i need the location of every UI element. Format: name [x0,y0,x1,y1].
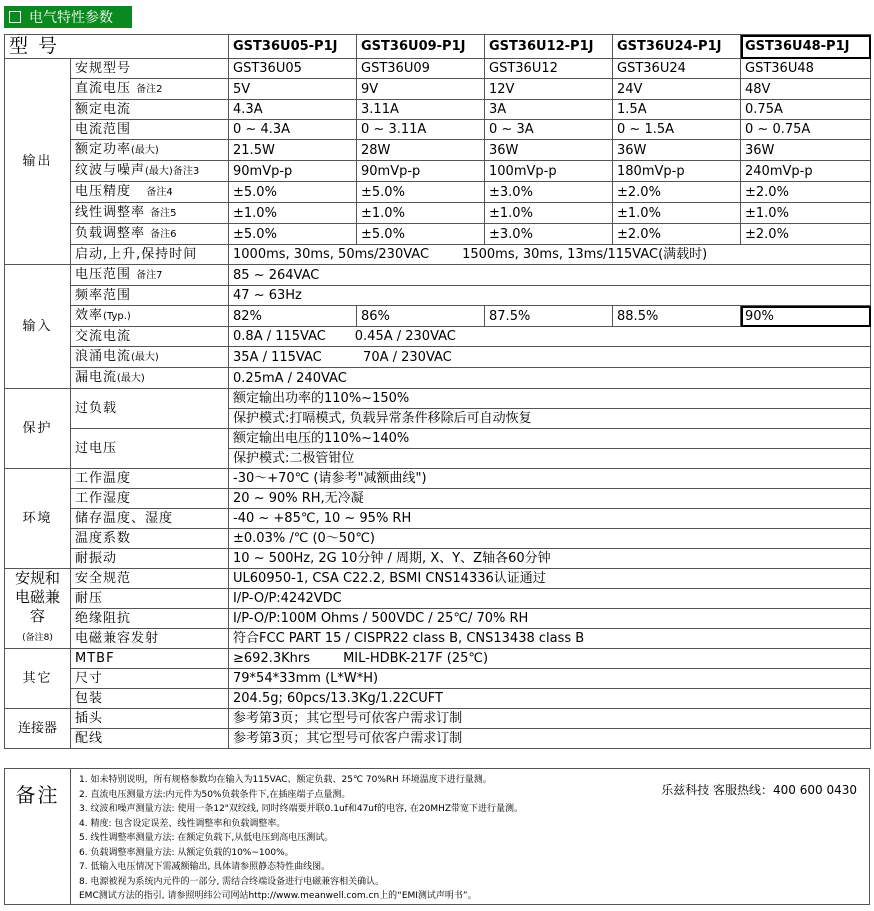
row-isolation [5,609,871,629]
value-cell: 100mVp-p [485,161,613,182]
value-cell: 21.5W [229,140,357,161]
value-cell: GST36U48 [741,59,871,79]
model-col-3: GST36U12-P1J [485,35,613,59]
group-output: 输出 [5,59,71,265]
model-col-2: GST36U09-P1J [357,35,485,59]
section-title-bar [4,6,132,28]
label-cable: 配线 [71,729,229,749]
value-ac-current: 0.8A / 115VAC 0.45A / 230VAC [229,327,871,347]
value-cell: ±2.0% [741,224,871,245]
label-line-regulation: 线性调整率 备注5 [71,203,229,224]
row-mtbf [5,649,871,669]
row-ac-current [5,327,871,347]
section-title: 电气特性参数 [29,10,113,26]
row-inrush [5,347,871,368]
row-frequency [5,286,871,306]
checkbox-square-icon [9,11,21,23]
value-cell: 240mVp-p [741,161,871,182]
value-cell: ±2.0% [613,224,741,245]
label-packing: 包装 [71,689,229,709]
value-cell: ±5.0% [357,224,485,245]
value-cell: 48V [741,79,871,100]
group-input: 输入 [5,265,71,389]
value-dimension: 79*54*33mm (L*W*H) [229,669,871,689]
value-setup-time: 1000ms, 30ms, 50ms/230VAC 1500ms, 30ms, 13ms/115VAC(满载时) [229,245,871,265]
row-rated-current [5,100,871,120]
value-cell: 3.11A [357,100,485,120]
label-overload: 过负载 [71,389,229,429]
value-withstand: I/P-O/P:4242VDC [229,589,871,609]
value-cell: ±2.0% [613,182,741,203]
value-cell: ±5.0% [229,182,357,203]
row-input-voltage [5,265,871,286]
value-working-humidity: 20 ~ 90% RH,无冷凝 [229,489,871,509]
label-isolation: 绝缘阻抗 [71,609,229,629]
value-leakage: 0.25mA / 240VAC [229,368,871,389]
model-col-4: GST36U24-P1J [613,35,741,59]
spec-table [4,34,871,749]
row-ripple [5,161,871,182]
value-mtbf: ≥692.3Khrs MIL-HDBK-217F (25℃) [229,649,871,669]
group-notes: 备注 [5,769,71,904]
value-isolation: I/P-O/P:100M Ohms / 500VDC / 25℃/ 70% RH [229,609,871,629]
note-item: 7. 低输入电压情况下需减额输出, 具体请参照静态特性曲线图。 [79,862,331,872]
value-cell: 0 ~ 4.3A [229,120,357,140]
value-temp-coefficient: ±0.03% /℃ (0〜50℃) [229,529,871,549]
value-overload-1: 额定输出功率的110%~150% [229,389,871,409]
value-cell: 90mVp-p [229,161,357,182]
row-line-regulation [5,203,871,224]
label-safety-model: 安规型号 [71,59,229,79]
value-cell: 0 ~ 3A [485,120,613,140]
row-cable [5,729,871,749]
value-cell: ±1.0% [613,203,741,224]
value-cell: ±3.0% [485,224,613,245]
value-safety-standards: UL60950-1, CSA C22.2, BSMI CNS14336认证通过 [229,569,871,589]
value-packing: 204.5g; 60pcs/13.3Kg/1.22CUFT [229,689,871,709]
label-load-regulation: 负载调整率 备注6 [71,224,229,245]
label-efficiency: 效率(Typ.) [71,306,229,327]
value-cell: ±3.0% [485,182,613,203]
value-cell: ±1.0% [357,203,485,224]
row-efficiency [5,306,871,327]
label-dimension: 尺寸 [71,669,229,689]
value-overload-2: 保护模式:打嗝模式, 负载异常条件移除后可自动恢复 [229,409,871,429]
group-environment: 环境 [5,469,71,569]
label-inrush: 浪涌电流(最大) [71,347,229,368]
note-item: 4. 精度: 包含设定误差、线性调整率和负载调整率。 [79,818,286,829]
label-current-range: 电流范围 [71,120,229,140]
label-rated-power: 额定功率(最大) [71,140,229,161]
group-connector: 连接器 [5,709,71,749]
value-cell: 0.75A [741,100,871,120]
model-col-5: GST36U48-P1J [741,35,871,59]
row-current-range [5,120,871,140]
row-storage [5,509,871,529]
value-cell: 87.5% [485,306,613,327]
model-col-1: GST36U05-P1J [229,35,357,59]
label-withstand: 耐压 [71,589,229,609]
value-cell: ±5.0% [229,224,357,245]
value-cell: 82% [229,306,357,327]
value-cell: 86% [357,306,485,327]
value-cell: 0 ~ 1.5A [613,120,741,140]
value-cell: GST36U09 [357,59,485,79]
value-vibration: 10 ~ 500Hz, 2G 10分钟 / 周期, X、Y、Z轴各60分钟 [229,549,871,569]
label-ac-current: 交流电流 [71,327,229,347]
model-label: 型 号 [5,35,229,59]
row-overvoltage-1 [5,429,871,449]
group-safety: 安规和电磁兼容 (备注8) [5,569,71,649]
label-voltage-tolerance: 电压精度 备注4 [71,182,229,203]
value-cell: 12V [485,79,613,100]
label-input-voltage: 电压范围 备注7 [71,265,229,286]
note-item: 5. 线性调整率测量方法: 在额定负载下,从低电压到高电压测试。 [79,833,334,843]
value-cell: 88.5% [613,306,741,327]
label-storage: 储存温度、湿度 [71,509,229,529]
value-frequency: 47 ~ 63Hz [229,286,871,306]
value-cell: ±5.0% [357,182,485,203]
label-overvoltage: 过电压 [71,429,229,469]
value-cell: 9V [357,79,485,100]
value-emc: 符合FCC PART 15 / CISPR22 class B, CNS13438 class B [229,629,871,649]
note-item: 1. 如未特别说明，所有规格参数均在输入为115VAC、额定负载、25℃ 70%RH 环境温度下进行量测。 [79,775,492,785]
value-cell: GST36U05 [229,59,357,79]
value-cell: 0 ~ 3.11A [357,120,485,140]
model-header-row [5,35,871,59]
value-inrush: 35A / 115VAC 70A / 230VAC [229,347,871,368]
row-voltage-tolerance [5,182,871,203]
row-packing [5,689,871,709]
row-vibration [5,549,871,569]
row-rated-power [5,140,871,161]
value-cable: 参考第3页；其它型号可依客户需求订制 [229,729,871,749]
label-vibration: 耐振动 [71,549,229,569]
group-other: 其它 [5,649,71,709]
notes-section [4,768,870,905]
value-cell: 90mVp-p [357,161,485,182]
value-storage: -40 ~ +85℃, 10 ~ 95% RH [229,509,871,529]
value-cell: 0 ~ 0.75A [741,120,871,140]
value-cell: 36W [613,140,741,161]
note-item: 6. 负载调整率测量方法: 从额定负载的10%~100%。 [79,847,294,858]
label-rated-current: 额定电流 [71,100,229,120]
value-cell: 180mVp-p [613,161,741,182]
value-overvoltage-1: 额定输出电压的110%~140% [229,429,871,449]
label-working-temp: 工作温度 [71,469,229,489]
value-cell: ±2.0% [741,182,871,203]
value-cell: 4.3A [229,100,357,120]
label-ripple: 纹波与噪声(最大)备注3 [71,161,229,182]
label-mtbf: MTBF [71,649,229,669]
label-temp-coefficient: 温度系数 [71,529,229,549]
row-emc [5,629,871,649]
row-withstand [5,589,871,609]
row-setup-time [5,245,871,265]
value-cell: 1.5A [613,100,741,120]
value-cell: 5V [229,79,357,100]
value-working-temp: -30〜+70℃ (请参考"减额曲线") [229,469,871,489]
value-cell: 24V [613,79,741,100]
value-cell: 36W [741,140,871,161]
row-dimension [5,669,871,689]
row-safety-model [5,59,871,79]
value-cell: 36W [485,140,613,161]
value-cell: GST36U12 [485,59,613,79]
value-cell: 90% [741,306,871,327]
label-setup-time: 启动,上升,保持时间 [71,245,229,265]
value-overvoltage-2: 保护模式:二极管钳位 [229,449,871,469]
label-frequency: 频率范围 [71,286,229,306]
value-plug: 参考第3页；其它型号可依客户需求订制 [229,709,871,729]
label-emc: 电磁兼容发射 [71,629,229,649]
note-item: 2. 直流电压测量方法:内元件为50%负载条件下,在插座端子点量测。 [79,789,351,800]
row-plug [5,709,871,729]
row-working-humidity [5,489,871,509]
value-cell: ±1.0% [741,203,871,224]
value-input-voltage: 85 ~ 264VAC [229,265,871,286]
row-safety-standards [5,569,871,589]
value-cell: 28W [357,140,485,161]
row-working-temp [5,469,871,489]
row-load-regulation [5,224,871,245]
row-leakage [5,368,871,389]
label-leakage: 漏电流(最大) [71,368,229,389]
group-protection: 保护 [5,389,71,469]
value-cell: 3A [485,100,613,120]
hotline-text: 乐兹科技 客服热线：400 600 0430 [661,783,857,797]
row-dc-voltage [5,79,871,100]
label-dc-voltage: 直流电压 备注2 [71,79,229,100]
note-item: 8. 电源被视为系统内元件的一部分, 需结合终端设备进行电磁兼容相关确认。 [79,876,385,887]
note-item: 3. 纹波和噪声测量方法: 使用一条12"双绞线, 同时终端要并联0.1uf和47uf的电容, 在20MHZ带宽下进行量测。 [79,804,524,814]
notes-list [79,773,523,904]
value-cell: ±1.0% [485,203,613,224]
label-safety-standards: 安全规范 [71,569,229,589]
value-cell: GST36U24 [613,59,741,79]
value-cell: ±1.0% [229,203,357,224]
note-item: EMC测试方法的指引, 请参照明纬公司网站http://www.meanwell.com.cn上的“EMI测试声明书”。 [79,891,477,901]
label-plug: 插头 [71,709,229,729]
row-temp-coefficient [5,529,871,549]
row-overload-1 [5,389,871,409]
label-working-humidity: 工作湿度 [71,489,229,509]
